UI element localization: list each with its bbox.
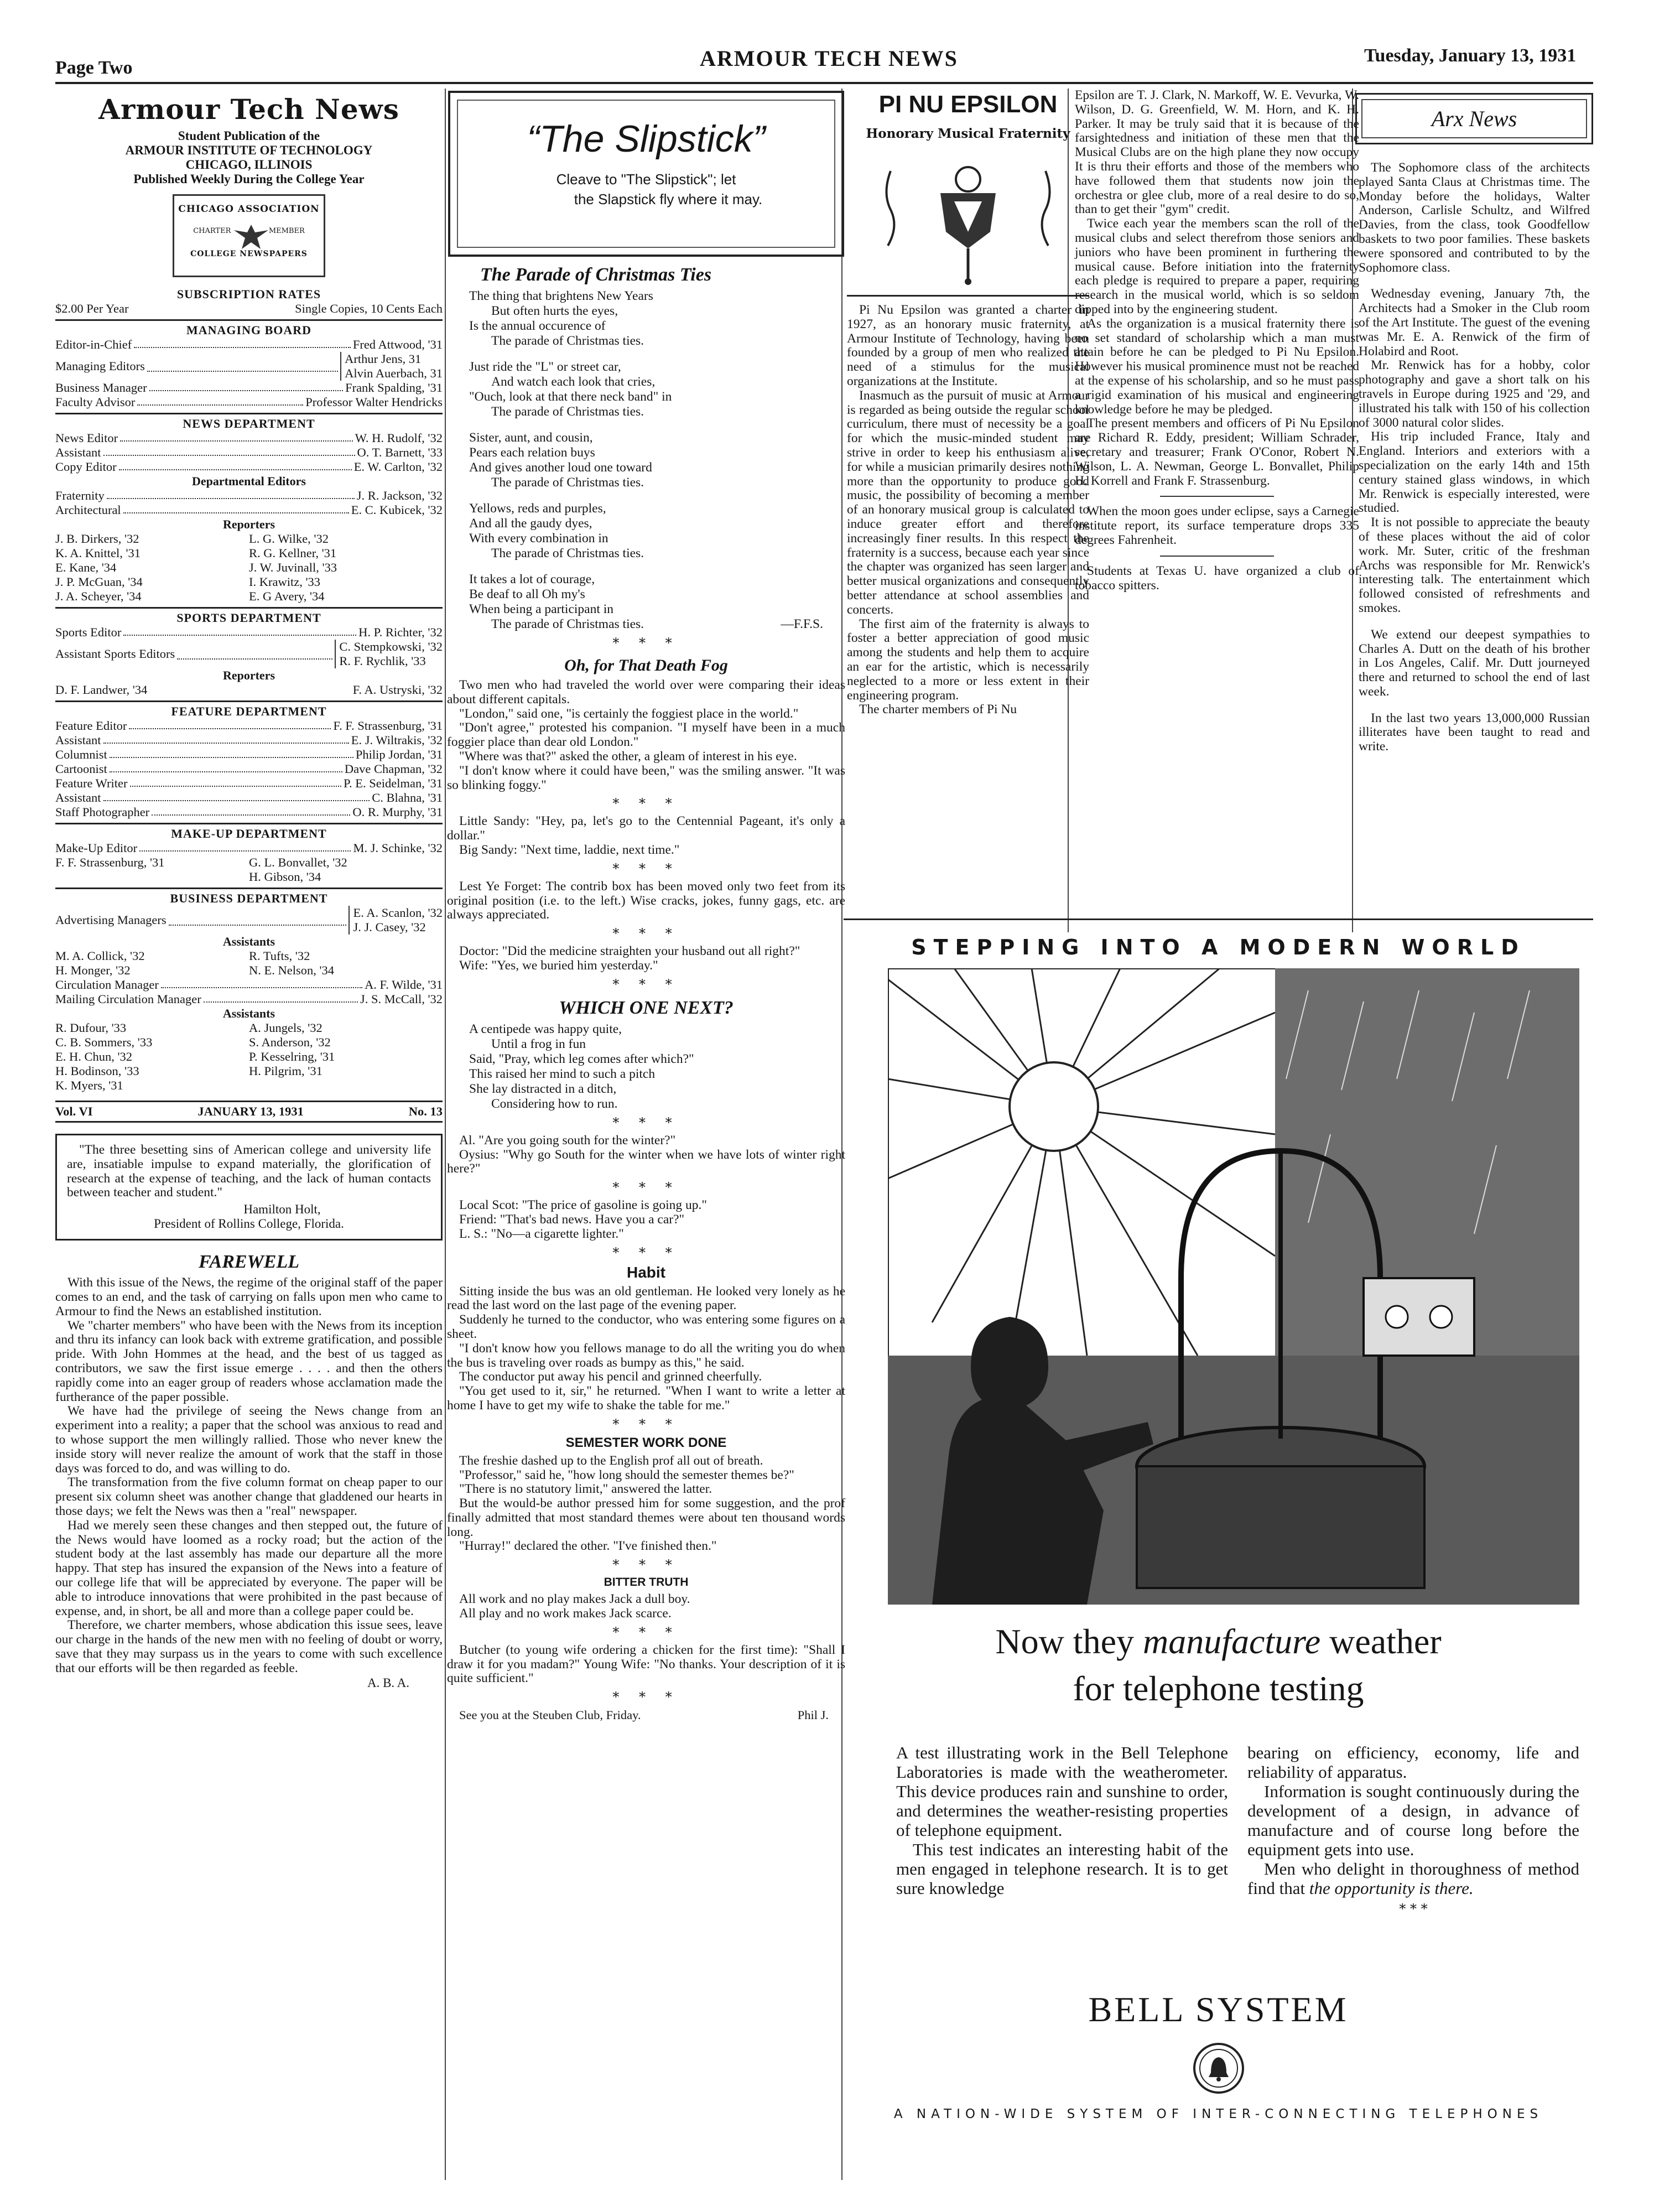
article-paragraph: We have had the privilege of seeing the News change from an experiment into a reality; a paper that the school was anxious to read and to whose support the men willingly rallied. Those who never knew the inside story will never realize the amount of work that the staff in those days was forced to do, and was willing to do.: [55, 1404, 443, 1476]
ad-paragraph: bearing on efficiency, economy, life and reliability of apparatus.: [1247, 1743, 1579, 1782]
staff-role: Feature Writer: [55, 776, 128, 790]
staff-name: R. G. Kellner, '31: [249, 546, 337, 560]
poem-line: "Ouch, look at that there neck band" in: [469, 390, 672, 404]
filler-paragraph: When the moon goes under eclipse, says a Carnegie institute report, its surface temperature drops 335 degrees Fahrenheit.: [1075, 504, 1359, 547]
staff-name: O. T. Barnett, '33: [357, 445, 443, 459]
staff-name: Frank Spalding, '31: [345, 381, 443, 395]
joke-paragraph: Oysius: "Why go South for the winter when we have lots of winter right here?": [447, 1147, 845, 1176]
article-paragraph: The conductor put away his pencil and grinned cheerfully.: [459, 1369, 762, 1384]
staff-row: [55, 841, 443, 855]
rate-single: Single Copies, 10 Cents Each: [295, 302, 443, 315]
pinu-article-continued: [1070, 89, 1364, 593]
article-paragraph: As the organization is a musical fraternity there is no set standard of scholarship which a man must attain before he can be pledged to Pi Nu Epsilon. However his musical prominence must not be reached at the expense of his scholarship, and so he must pass a rigid examination of his musical and engineering knowledge before he may be pledged.: [1075, 316, 1359, 417]
poem-line: And watch each look that cries,: [491, 375, 656, 389]
parade-heading: The Parade of Christmas Ties: [480, 264, 712, 285]
quote-box: [55, 1134, 443, 1241]
masthead-line: CHICAGO, ILLINOIS: [185, 158, 313, 172]
article-paragraph: "There is no statutory limit," answered the latter.: [459, 1482, 712, 1497]
poem-line: Said, "Pray, which leg comes after which?": [469, 1051, 694, 1066]
masthead-title: Armour Tech News: [98, 93, 399, 126]
slipstick-motto-line: the Slapstick fly where it may.: [574, 191, 763, 207]
article-paragraph: "Hurray!" declared the other. "I've finished then.": [459, 1539, 717, 1554]
staff-name: F. F. Strassenburg, '31: [55, 855, 165, 869]
joke-paragraph: Friend: "That's bad news. Have you a car?": [459, 1212, 685, 1227]
staff-row: [55, 381, 443, 395]
ad-footer-slogan: A NATION-WIDE SYSTEM OF INTER-CONNECTING TELEPHONES: [893, 2107, 1543, 2121]
poem-line: With every combination in: [469, 531, 608, 546]
article-paragraph: Twice each year the members scan the roll of the musical clubs and select therefrom those seniors and juniors who have been prominent in furthering the musical cause. Before initiation into the fraternity each pledge is required to prepare a paper, requiring research in the musical world, which is so seldom dipped into by the engineering student.: [1075, 216, 1359, 316]
article-paragraph: We extend our deepest sympathies to Charles A. Dutt on the death of his brother in Los Angeles, Calif. Mr. Dutt journeyed there and returned to school the end of last week.: [1359, 627, 1590, 699]
poem-line: The parade of Christmas ties.: [491, 475, 644, 490]
filler-paragraph: Students at Texas U. have organized a club of tobacco spitters.: [1075, 563, 1359, 593]
staff-row: [55, 445, 443, 460]
staff-row: [55, 762, 443, 776]
staff-name: A. F. Wilde, '31: [365, 978, 443, 992]
feature-department-heading: FEATURE DEPARTMENT: [55, 700, 443, 719]
poem-line: This raised her mind to such a pitch: [469, 1066, 656, 1081]
ad-body-right: [1247, 1743, 1579, 1917]
separator-stars: * * *: [612, 1624, 680, 1640]
staff-row: [55, 992, 443, 1006]
article-paragraph: Wednesday evening, January 7th, the Architects had a Smoker in the Club room of the Art Institute. The guest of the evening was Mr. E. A. Renwick of the firm of Holabird and Root.: [1359, 287, 1590, 359]
article-paragraph: "I don't know how you fellows manage to do all the writing you do when the bus is traveling over roads as bumpy as this," he said.: [447, 1341, 845, 1370]
joke-paragraph: Local Scot: "The price of gasoline is going up.": [459, 1198, 707, 1213]
staff-name: H. Monger, '32: [55, 963, 131, 977]
poem-line: Until a frog in fun: [491, 1036, 586, 1051]
article-paragraph: "You get used to it, sir," he returned. "When I want to write a letter at home I have to get my wife to shake the table for me.": [447, 1384, 845, 1413]
separator-stars: * * *: [612, 1180, 680, 1196]
staff-name: J. J. Casey, '32: [353, 920, 426, 934]
column-signature: Phil J.: [797, 1708, 829, 1722]
staff-row: [55, 489, 443, 503]
pinu-article: [844, 297, 1093, 717]
ad-headline-emphasis: manufacture: [1142, 1622, 1321, 1661]
news-department-heading: NEWS DEPARTMENT: [55, 413, 443, 431]
staff-name: H. Gibson, '34: [249, 870, 321, 884]
article-paragraph: In the last two years 13,000,000 Russian illiterates have been taught to read and write.: [1359, 710, 1590, 754]
staff-row: [55, 776, 443, 791]
staff-role: Copy Editor: [55, 460, 117, 474]
article-paragraph: "Where was that?" asked the other, a gleam of interest in his eye.: [459, 749, 797, 764]
article-paragraph: "London," said one, "is certainly the foggiest place in the world.": [459, 706, 799, 721]
staff-name: E. A. Scanlon, '32: [353, 906, 443, 920]
staff-name: K. A. Knittel, '31: [55, 546, 141, 560]
staff-name: E. Kane, '34: [55, 560, 117, 574]
masthead-line: Student Publication of the: [178, 129, 320, 143]
ad-headline-text: Now they: [995, 1622, 1143, 1661]
article-paragraph: We "charter members" who have been with the News from its inception and thru its infancy can look back with extreme gratification, and possible pride. With John Hommes at the head, and the best of us tagged as contributors, we saw the first issue emerge . . . . and then the others rapidly come into an eager group of readers whose acclamation made the furtherance of the paper possible.: [55, 1318, 443, 1404]
page-number: Page Two: [55, 58, 133, 78]
arx-news-banner: [1355, 93, 1593, 144]
assistants-list: [55, 949, 443, 978]
pinu-header: [847, 91, 1089, 297]
staff-role: Assistant: [55, 445, 101, 459]
ad-body-left: [896, 1743, 1228, 1898]
poem-line: Considering how to run.: [491, 1096, 618, 1111]
article-paragraph: Sitting inside the bus was an old gentleman. He looked very lonely as he read the last word on the last page of the evening paper.: [447, 1284, 845, 1313]
fraternity-emblem-icon: [857, 149, 1079, 287]
joke-paragraph: Butcher (to young wife ordering a chicken for the first time): "Shall I draw it for you madam?" Young Wife: "No thanks. Your description of it is quite sufficient.": [447, 1642, 845, 1686]
joke-paragraph: Wife: "Yes, we buried him yesterday.": [459, 958, 658, 973]
poem-line: The parade of Christmas ties.: [491, 404, 644, 419]
poem-last-line: [469, 617, 845, 632]
article-paragraph: Inasmuch as the pursuit of music at Armour is regarded as being outside the regular school curriculum, there must of necessity be a goal for which the music-minded student may strive in order to keep his enthusiasm alive, for while a musician primarily desires nothing more than the opportunity to produce good music, the possibility of becoming a member of an honorary musical group is calculated to induce greater effort and therefore increasingly finer results. In this respect the fraternity is a success, because each year since the chapter was organized has seen larger and better musical organizations and consequently better attendance at school assemblies and concerts.: [847, 388, 1089, 617]
arx-news-title: Arx News: [1361, 99, 1587, 138]
joke-paragraph: Big Sandy: "Next time, laddie, next time.": [459, 842, 680, 857]
arx-article: [1355, 161, 1593, 754]
bell-system-wordmark: BELL SYSTEM: [1088, 1990, 1349, 2029]
staff-names: [349, 906, 443, 935]
staff-name: C. Stempkowski, '32: [339, 640, 443, 653]
masthead-line: Published Weekly During the College Year: [133, 172, 365, 186]
joke-paragraph: Little Sandy: "Hey, pa, let's go to the Centennial Pageant, it's only a dollar.": [447, 814, 845, 843]
article-paragraph: But the would-be author pressed him for some suggestion, and the prof finally admitted that most standard themes were about ten thousand words long.: [447, 1496, 845, 1539]
separator-stars: * * *: [612, 1114, 680, 1130]
staff-row: [55, 625, 443, 640]
staff-row: [55, 791, 443, 805]
staff-name: E. G Avery, '34: [249, 589, 325, 603]
staff-name: M. J. Schinke, '32: [353, 841, 443, 855]
staff-name: R. Dufour, '33: [55, 1021, 127, 1035]
staff-name: Dave Chapman, '32: [344, 762, 443, 776]
charter-member-badge: [173, 194, 325, 277]
staff-name: M. A. Collick, '32: [55, 949, 145, 963]
staff-name: Philip Jordan, '31: [355, 748, 443, 761]
staff-row: [55, 338, 443, 352]
arx-column: [1355, 89, 1593, 932]
staff-name: L. G. Wilke, '32: [249, 532, 329, 546]
weatherometer-illustration: [888, 968, 1579, 1605]
poem-line: And gives another loud one toward: [469, 460, 652, 475]
poem-line: A centipede was happy quite,: [469, 1021, 622, 1036]
staff-role: Advertising Managers: [55, 913, 167, 927]
staff-names: [335, 640, 443, 668]
separator-stars: * * *: [612, 635, 680, 651]
staff-role: News Editor: [55, 431, 118, 445]
reporters-heading: Reporters: [222, 517, 275, 531]
staff-name: J. W. Juvinall, '33: [249, 560, 337, 574]
issue-date: Tuesday, January 13, 1931: [1364, 45, 1577, 66]
joke-line: All play and no work makes Jack scarce.: [459, 1606, 672, 1621]
article-paragraph: His trip included France, Italy and England. Interiors and exteriors with a specialization on the early 14th and 15th century stained glass windows, in which Mr. Renwick is especially interested, were studied.: [1359, 429, 1590, 516]
separator-stars: * * *: [612, 1689, 680, 1705]
ad-separator: * * *: [1399, 1901, 1428, 1917]
staff-name: J. P. McGuan, '34: [55, 575, 143, 589]
poem-line: The parade of Christmas ties.: [491, 334, 644, 348]
staff-name: S. Anderson, '32: [249, 1035, 331, 1049]
volume-number: Vol. VI: [55, 1104, 93, 1118]
staff-role: Managing Editors: [55, 359, 145, 373]
staff-name: Fred Attwood, '31: [352, 338, 443, 351]
staff-name: Professor Walter Hendricks: [305, 395, 443, 409]
pinu-column: [844, 89, 1093, 932]
staff-row: [55, 978, 443, 992]
badge-text: MEMBER: [268, 227, 305, 235]
poem-line: Is the annual occurence of: [469, 319, 606, 333]
slipstick-column: [447, 89, 845, 2180]
subscription-rates: [55, 302, 443, 316]
bell-system-advertisement: [844, 935, 1593, 2180]
sports-department-heading: SPORTS DEPARTMENT: [55, 607, 443, 625]
article-paragraph: Had we merely seen these changes and then stepped out, the future of the News would have loomed as a rocky road; but the action of the student body at the last assembly has made our departure all the more happy. That step has insured the expansion of the News into a feature of our college life that will be appreciated by everyone. The paper will be able to introduce innovations that were prohibited in the past because of expense, and, in short, be all and more than a college paper could be.: [55, 1518, 443, 1618]
staff-role: Business Manager: [55, 381, 147, 395]
contrib-notice: Lest Ye Forget: The contrib box has been moved only two feet from its original position (i.e. to the left.) Wise cracks, jokes, funny gags, etc. are always appreciated.: [447, 879, 845, 922]
staff-name: E. J. Wiltrakis, '32: [351, 733, 443, 747]
article-paragraph: It is not possible to appreciate the beauty of these places without the aid of color work. Mr. Suter, critic of the freshman Archs was responsible for Mr. Renwick's interesting talk. The entertainment which followed consisted of refreshments and smokes.: [1359, 515, 1590, 615]
staff-name: Alvin Auerbach, 31: [345, 366, 443, 380]
poem-line: The thing that brightens New Years: [469, 289, 653, 303]
ad-paragraph: Information is sought continuously during the development of a design, in advance of manufacture and of course long before the equipment gets into use.: [1247, 1782, 1579, 1859]
assistants-heading: Assistants: [222, 1006, 275, 1020]
poem-signature: —F.F.S.: [781, 617, 823, 631]
staff-row: [55, 733, 443, 748]
article-paragraph: Pi Nu Epsilon was granted a charter in 1927, as an honorary music fraternity, at Armour Institute of Technology, having been founded by a group of men who realized the need of a stimulus for the musical organizations at the Institute.: [847, 303, 1089, 388]
staff-name: F. F. Strassenburg, '31: [333, 719, 443, 733]
staff-name: E. W. Carlton, '32: [353, 460, 443, 474]
staff-name: H. Bodinson, '33: [55, 1064, 139, 1078]
staff-role: Editor-in-Chief: [55, 338, 132, 351]
masthead-line: ARMOUR INSTITUTE OF TECHNOLOGY: [125, 143, 373, 157]
poem-line: Sister, aunt, and cousin,: [469, 430, 593, 445]
staff-name: Arthur Jens, 31: [345, 352, 422, 366]
staff-name: D. F. Landwer, '34: [55, 683, 148, 697]
staff-row: [55, 719, 443, 733]
reporters-heading: Reporters: [222, 668, 275, 682]
article-paragraph: With this issue of the News, the regime of the original staff of the paper comes to an end, and the task of carrying on falls upon men who came to Armour to find the News an established institution.: [55, 1275, 443, 1319]
poem-line: The parade of Christmas ties.: [491, 617, 644, 631]
staff-role: Circulation Manager: [55, 978, 159, 992]
joke-paragraph: Doctor: "Did the medicine straighten your husband out all right?": [459, 944, 800, 959]
poem-line: Pears each relation buys: [469, 445, 595, 460]
separator-stars: * * *: [612, 796, 680, 812]
joke-paragraph: Al. "Are you going south for the winter?": [459, 1133, 676, 1148]
staff-row: [55, 395, 443, 409]
volume-date: JANUARY 13, 1931: [197, 1104, 304, 1118]
poem-line: Be deaf to all Oh my's: [469, 587, 585, 601]
article-paragraph: Mr. Renwick has for a hobby, color photography and gave a short talk on his travels in Europe during 1925 and '29, and illustrated his talk with 150 of his collection of 3000 natural color slides.: [1359, 358, 1590, 430]
badge-text: COLLEGE NEWSPAPERS: [190, 250, 308, 258]
rate-yearly: $2.00 Per Year: [55, 302, 129, 315]
staff-role: Assistant Sports Editors: [55, 647, 175, 661]
staff-name: W. H. Rudolf, '32: [355, 431, 443, 445]
poem-line: The parade of Christmas ties.: [491, 546, 644, 560]
masthead-column: [55, 89, 443, 2180]
article-paragraph: The present members and officers of Pi Nu Epsilon are Richard R. Eddy, president; William Schrader, secretary and treasurer; Frank O'Conor, Robert N. Wilson, L. A. Newman, George L. Bonvallet, Philip H. Korrell and Frank F. Strassenburg.: [1075, 416, 1359, 488]
quote-author: Hamilton Holt,: [243, 1202, 321, 1217]
badge-text: CHICAGO ASSOCIATION: [178, 204, 320, 215]
staff-name: G. L. Bonvallet, '32: [249, 855, 347, 869]
badge-text: CHARTER: [193, 227, 231, 235]
article-signature: A. B. A.: [367, 1675, 409, 1690]
staff-role: Fraternity: [55, 489, 105, 502]
staff-row: [55, 460, 443, 474]
ad-paragraph: A test illustrating work in the Bell Telephone Laboratories is made with the weatherometer. This device produces rain and sunshine to order, and determines the weather-resisting properties of telephone equipment.: [896, 1743, 1228, 1840]
article-paragraph: Suddenly he turned to the conductor, who was entering some figures on a sheet.: [447, 1312, 845, 1341]
fog-heading: Oh, for That Death Fog: [564, 656, 728, 674]
staff-name: N. E. Nelson, '34: [249, 963, 335, 977]
poem-line: Just ride the "L" or street car,: [469, 360, 621, 374]
staff-name: O. R. Murphy, '31: [352, 805, 443, 819]
article-paragraph: The charter members of Pi Nu: [859, 702, 1017, 717]
column-divider: [445, 89, 446, 2180]
quote-author-title: President of Rollins College, Florida.: [154, 1217, 344, 1231]
article-paragraph: The first aim of the fraternity is always to foster a better appreciation of good music among the students and help them to acquire an ear for the artistic, which is necessarily neglected to a more or less extent in their engineering program.: [847, 616, 1089, 703]
ad-paragraph-text: Men who delight in thoroughness of method find that: [1247, 1859, 1579, 1898]
staff-name: J. S. McCall, '32: [360, 992, 443, 1006]
slipstick-banner: [448, 91, 844, 257]
staff-name: E. C. Kubicek, '32: [351, 503, 443, 517]
staff-role: Sports Editor: [55, 625, 122, 639]
ad-headline-line2: for telephone testing: [1073, 1669, 1364, 1708]
ad-paragraph: [1247, 1859, 1579, 1898]
poem-line: It takes a lot of courage,: [469, 572, 595, 587]
subscription-heading: SUBSCRIPTION RATES: [176, 287, 321, 301]
separator-stars: * * *: [612, 926, 680, 942]
staff-role: Staff Photographer: [55, 805, 150, 819]
ad-headline: [844, 1621, 1593, 1662]
staff-name: C. Blahna, '31: [372, 791, 443, 805]
poem-line: But often hurts the eyes,: [491, 304, 618, 318]
staff-row: [55, 640, 443, 668]
newspaper-running-title: ARMOUR TECH NEWS: [700, 46, 958, 71]
staff-role: Feature Editor: [55, 719, 127, 733]
staff-name: R. F. Rychlik, '33: [339, 654, 426, 668]
bitter-heading: BITTER TRUTH: [604, 1576, 689, 1589]
business-department-heading: BUSINESS DEPARTMENT: [55, 888, 443, 906]
poem-line: When being a participant in: [469, 602, 614, 616]
staff-name: C. B. Sommers, '33: [55, 1035, 153, 1049]
bell-logo-icon: [1192, 2042, 1245, 2095]
staff-role: Columnist: [55, 748, 107, 761]
farewell-article: [55, 1276, 443, 1690]
habit-heading: Habit: [627, 1263, 665, 1281]
pinu-continued-column: [1070, 89, 1364, 932]
separator-stars: * * *: [612, 1416, 680, 1432]
departmental-editors-heading: Departmental Editors: [192, 474, 306, 488]
staff-row: [55, 431, 443, 445]
staff-row: [55, 503, 443, 517]
makeup-staff: [55, 855, 443, 884]
staff-names: [340, 352, 443, 381]
staff-name: F. A. Ustryski, '32: [352, 683, 443, 697]
assistants-list: [55, 1021, 443, 1093]
separator-stars: * * *: [612, 976, 680, 992]
staff-name: I. Krawitz, '33: [249, 575, 321, 589]
article-paragraph: Two men who had traveled the world over were comparing their ideas about different capitals.: [447, 678, 845, 707]
poem-line: Yellows, reds and purples,: [469, 501, 606, 516]
semester-heading: SEMESTER WORK DONE: [565, 1435, 727, 1450]
header-rule: [55, 82, 1593, 84]
ad-headline-text: weather: [1320, 1622, 1442, 1661]
staff-role: Faculty Advisor: [55, 395, 136, 409]
parade-poem: [447, 289, 845, 632]
staff-name: H. P. Richter, '32: [358, 625, 443, 639]
staff-name: J. R. Jackson, '32: [356, 489, 443, 502]
staff-role: Assistant: [55, 733, 101, 747]
pinu-heading: PI NU EPSILON: [878, 91, 1058, 118]
staff-row: [55, 683, 443, 697]
ad-top-slogan: STEPPING INTO A MODERN WORLD: [911, 935, 1526, 959]
signoff-text: See you at the Steuben Club, Friday.: [459, 1708, 641, 1722]
slipstick-motto-line: Cleave to "The Slipstick"; let: [556, 171, 736, 188]
issue-number: No. 13: [408, 1104, 443, 1118]
staff-name: R. Tufts, '32: [249, 949, 310, 963]
staff-role: Cartoonist: [55, 762, 107, 776]
volume-line: [55, 1101, 443, 1123]
staff-name: H. Pilgrim, '31: [249, 1064, 323, 1078]
separator-stars: * * *: [612, 860, 680, 876]
staff-name: E. H. Chun, '32: [55, 1050, 133, 1063]
staff-row: [55, 748, 443, 762]
which-one-heading: WHICH ONE NEXT?: [559, 997, 734, 1018]
article-paragraph: "Don't agree," protested his companion. "I myself have been in a much foggier place than dear old London.": [447, 720, 845, 750]
staff-row: [55, 906, 443, 935]
slipstick-motto: [458, 169, 834, 209]
staff-role: Make-Up Editor: [55, 841, 138, 855]
assistants-heading: Assistants: [222, 935, 275, 948]
staff-role: Assistant: [55, 791, 101, 805]
article-paragraph: Epsilon are T. J. Clark, N. Markoff, W. E. Vevurka, W. Wilson, D. G. Greenfield, W. M. Horn, and K. H. Parker. It may be truly said that it is because of the farsightedness and initiation of these men that the Musical Clubs are on the high plane they now occupy It is thru their efforts and those of the members who have followed them that students now join the orchestra or glee club, more of a real desire to do so, than to get their "gym" credit.: [1075, 89, 1359, 217]
joke-line: All work and no play makes Jack a dull boy.: [459, 1592, 690, 1607]
staff-name: P. Kesselring, '31: [249, 1050, 335, 1063]
joke-paragraph: L. S.: "No—a cigarette lighter.": [459, 1226, 624, 1241]
ad-paragraph: This test indicates an interesting habit of the men engaged in telephone research. It is to get sure knowledge: [896, 1840, 1228, 1898]
quote-text: "The three besetting sins of American college and university life are, insatiable impulse to expand materially, the glorification of research at the expense of teaching, and the lack of human contacts between teacher and student.": [67, 1143, 431, 1200]
article-paragraph: "I don't know where it could have been," was the smiling answer. "It was so blinking foggy.": [447, 763, 845, 792]
feature-staff-list: [55, 719, 443, 819]
managing-board-heading: MANAGING BOARD: [55, 319, 443, 338]
article-paragraph: The transformation from the five column format on cheap paper to our present six column sheet was another change that gladdened our hearts in those days; we felt the News was then a "real" newspaper.: [55, 1475, 443, 1518]
staff-name: J. A. Scheyer, '34: [55, 589, 142, 603]
separator-stars: * * *: [612, 1244, 680, 1260]
article-paragraph: The Sophomore class of the architects played Santa Claus at Christmas time. The Monday before the holidays, Walter Anderson, Carlisle Schultz, and Wilfred Davies, from the class, took Goodfellow baskets to two poor families. These baskets were sponsored and contributed to by the Sophomore class.: [1359, 160, 1590, 275]
article-paragraph: "Professor," said he, "how long should the semester themes be?": [459, 1467, 794, 1482]
staff-row: [55, 352, 443, 381]
poem-line: She lay distracted in a ditch,: [469, 1081, 617, 1096]
staff-name: J. B. Dirkers, '32: [55, 532, 139, 546]
reporters-list: [55, 532, 443, 604]
staff-row: [55, 805, 443, 819]
centipede-poem: [447, 1022, 845, 1112]
staff-role: Mailing Circulation Manager: [55, 992, 201, 1006]
staff-name: P. E. Seidelman, '31: [343, 776, 443, 790]
slipstick-title: “The Slipstick”: [527, 118, 766, 160]
staff-name: A. Jungels, '32: [249, 1021, 323, 1035]
column-signoff: [447, 1708, 845, 1722]
separator-stars: * * *: [612, 1557, 680, 1573]
pinu-subheading: Honorary Musical Fraternity: [866, 126, 1070, 141]
ad-paragraph-emphasis: the opportunity is there.: [1309, 1878, 1474, 1898]
poem-line: And all the gaudy dyes,: [469, 516, 592, 531]
staff-name: K. Myers, '31: [55, 1078, 123, 1092]
article-paragraph: Therefore, we charter members, whose abdication this issue sees, leave our charge in the hands of the new men with no feeling of doubt or worry, save that they may surpass us in the years to come with such excellence that our efforts will be then regarded as feeble.: [55, 1618, 443, 1675]
farewell-heading: FAREWELL: [198, 1252, 300, 1273]
makeup-department-heading: MAKE-UP DEPARTMENT: [55, 823, 443, 841]
article-paragraph: The freshie dashed up to the English prof all out of breath.: [459, 1453, 763, 1468]
staff-role: Architectural: [55, 503, 121, 517]
eagle-icon: [232, 221, 271, 252]
